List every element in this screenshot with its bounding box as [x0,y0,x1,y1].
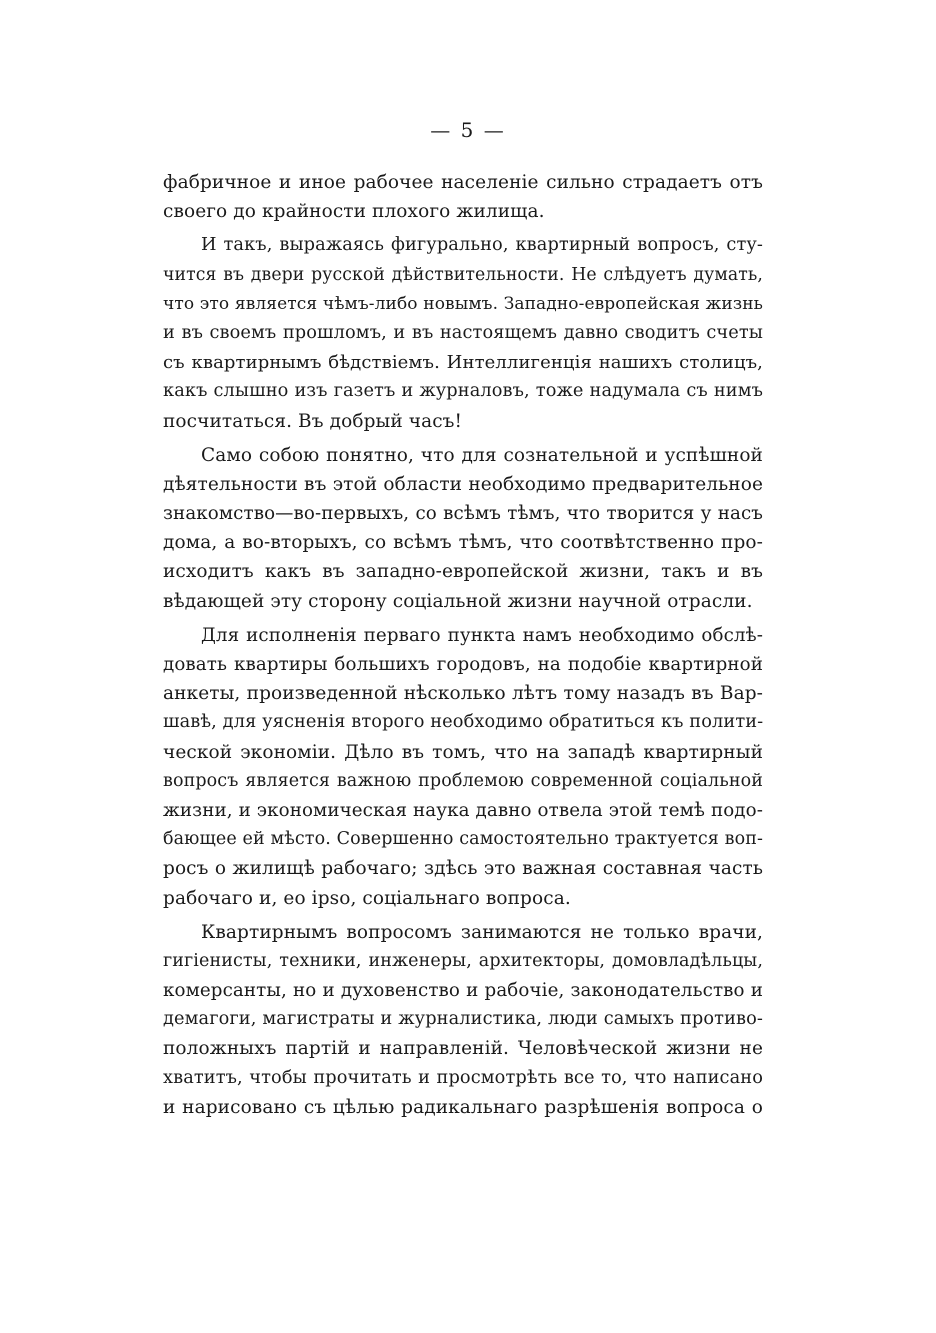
text-line: ческой экономіи. Дѣло въ томъ, что на западѣ квартирный [163,741,763,763]
text-line: росъ о жилищѣ рабочаго; здѣсь это важная составная часть [163,858,763,880]
text-line: своего до крайности плохого жилища. [163,201,545,223]
paragraph-first-line: Для исполненія перваго пункта намъ необходимо обслѣ- [201,624,763,646]
text-line: бающее ей мѣсто. Совершенно самостоятельно трактуется воп- [163,829,763,850]
text-line: исходитъ какъ въ западно-европейской жизни, такъ и въ [163,561,763,583]
body-text [163,168,763,1122]
text-line: демагоги, магистраты и журналистика, люди самыхъ противо- [163,1009,763,1030]
text-line: анкеты, произведенной нѣсколько лѣтъ тому назадъ въ Вар- [163,683,763,705]
text-line: положныхъ партій и направленій. Человѣческой жизни не [163,1038,763,1060]
text-line: что это является чѣмъ-либо новымъ. Западно-европейская жизнь [163,293,763,314]
text-line: вопросъ является важною проблемою современной соціальной [163,770,763,791]
text-line: посчитаться. Въ добрый часъ! [163,410,463,432]
text-line: и нарисовано съ цѣлью радикальнаго разрѣшенія вопроса о [163,1096,763,1118]
text-line: какъ слышно изъ газетъ и журналовъ, тоже надумала съ нимъ [163,381,763,402]
text-line: знакомство—во-первыхъ, со всѣмъ тѣмъ, что творится у насъ [163,503,763,525]
text-line: съ квартирнымъ бѣдствіемъ. Интеллигенція нашихъ столицъ, [163,352,763,374]
paragraph-first-line: Квартирнымъ вопросомъ занимаются не только врачи, [201,921,763,943]
text-line: хватитъ, чтобы прочитать и просмотрѣть все то, что написано [163,1067,763,1088]
text-line: рабочаго и, eo ipso, соціальнаго вопроса. [163,887,571,909]
paragraph-first-line: И такъ, выражаясь фигурально, квартирный вопросъ, сту- [201,235,763,256]
text-line: жизни, и экономическая наука давно отвела этой темѣ подо- [163,799,763,821]
text-line: и въ своемъ прошломъ, и въ настоящемъ давно сводитъ счеты [163,322,763,343]
text-line: вѣдающей эту сторону соціальной жизни научной отрасли. [163,590,753,612]
text-line: гигіенисты, техники, инженеры, архитекторы, домовладѣльцы, [163,950,763,971]
page-number: — 5 — [430,118,506,142]
text-line: дома, а во-вторыхъ, со всѣмъ тѣмъ, что соотвѣтственно про- [163,532,763,554]
paragraph-first-line: Само собою понятно, что для сознательной и успѣшной [201,444,763,466]
text-line: фабричное и иное рабочее населеніе сильно страдаетъ отъ [163,172,763,193]
text-line: дѣятельности въ этой области необходимо предварительное [163,473,763,495]
text-line: довать квартиры большихъ городовъ, на подобіе квартирной [163,654,763,675]
text-line: чится въ двери русской дѣйствительности. Не слѣдуетъ думать, [163,264,763,285]
text-line: комерсанты, но и духовенство и рабочіе, законодательство и [163,980,763,1002]
text-line: шавѣ, для уясненія второго необходимо обратиться къ полити- [163,712,764,733]
